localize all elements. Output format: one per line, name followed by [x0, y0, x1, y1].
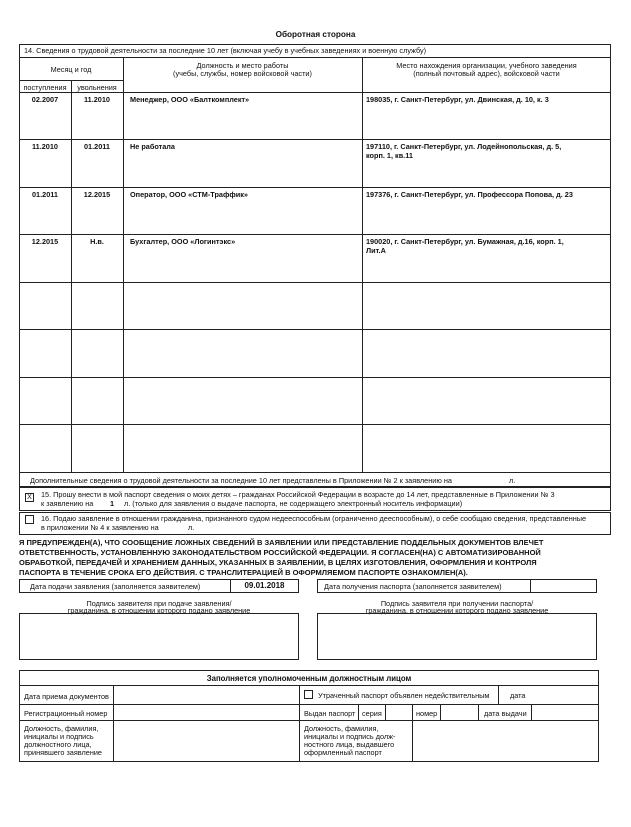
submit-date-value: 09.01.2018 [244, 581, 285, 590]
lost-passport-label: Утраченный паспорт объявлен недействительным [318, 691, 490, 700]
work-history-table [19, 44, 611, 487]
warning-line3: ОБРАБОТКОЙ, ПЕРЕДАЧЕЙ И ХРАНЕНИЕМ ДАННЫХ, УКАЗАННЫХ В ЗАЯВЛЕНИИ, В ЦЕЛЯХ ИЗГОТОВЛЕНИЯ, ОФОРМЛЕНИЯ И КОНТРОЛЯ [19, 558, 537, 567]
receive-date-label: Дата получения паспорта (заполняется заявителем) [324, 582, 502, 591]
submit-date-label: Дата подачи заявления (заполняется заявителем) [30, 582, 201, 591]
additional-info-suffix: л. [509, 476, 516, 485]
row2-address: 197110, г. Санкт-Петербург, ул. Лодейнопольская, д. 5, [366, 142, 562, 151]
issuing-official-line1: Должность, фамилия, [304, 724, 379, 733]
series-label: серия [362, 709, 382, 718]
warning-line2: ОТВЕТСТВЕННОСТЬ, УСТАНОВЛЕННУЮ ЗАКОНОДАТЕЛЬСТВОМ РОССИЙСКОЙ ФЕДЕРАЦИИ. Я СОГЛАСЕН(НА) С АВТОМАТИЗИРОВАННОЙ [19, 548, 541, 557]
children-count: 1 [110, 499, 115, 508]
issuing-official-line2: инициалы и подпись долж- [304, 732, 396, 741]
reg-number-label: Регистрационный номер [24, 709, 108, 718]
row3-end: 12.2015 [83, 190, 111, 199]
row3-position: Оператор, ООО «СТМ-Траффик» [130, 190, 248, 199]
children-checkbox[interactable]: X [25, 493, 34, 502]
row1-end: 11.2010 [84, 95, 110, 104]
children-text: 15. Прошу внести в мой паспорт сведения о моих детях – гражданах Российской Федерации в возрасте до 14 лет, представленные в Приложении № 3 [41, 490, 555, 499]
row3-address: 197376, г. Санкт-Петербург, ул. Профессора Попова, д. 23 [366, 190, 573, 199]
lost-date-label: дата [510, 691, 526, 700]
accepting-official-line2: инициалы и подпись [24, 732, 94, 741]
incapacity-suffix: л. [188, 523, 195, 532]
page-title: Оборотная сторона [275, 30, 356, 39]
issued-passport-label: Выдан паспорт [304, 709, 356, 718]
date-accepted-label: Дата приема документов [24, 692, 109, 701]
children-suffix: л. (только для заявления о выдаче паспорта, не содержащего электронный носитель информации) [124, 499, 463, 508]
row1-start: 02.2007 [31, 95, 59, 104]
row4-address-line2: Лит.А [366, 246, 386, 255]
accepting-official-line4: принявшего заявление [24, 748, 102, 757]
row4-end: Н.в. [90, 237, 104, 246]
row4-address: 190020, г. Санкт-Петербург, ул. Бумажная, д.16, корп. 1, [366, 237, 564, 246]
row2-start: 11.2010 [32, 142, 58, 151]
children-prefix: к заявлению на [41, 499, 94, 508]
accepting-official-line3: должностного лица, [24, 740, 92, 749]
submit-signature-line1: Подпись заявителя при подаче заявления/ [86, 599, 232, 608]
row1-address: 198035, г. Санкт-Петербург, ул. Двинская, д. 10, к. 3 [366, 95, 549, 104]
receive-signature-line2: гражданина, в отношении которого подано заявление [365, 606, 549, 615]
submit-signature-box[interactable] [19, 613, 299, 660]
col-month-year: Месяц и год [50, 65, 92, 74]
col-start: поступления [23, 83, 67, 92]
incapacity-checkbox[interactable] [25, 515, 34, 524]
receive-signature-line1: Подпись заявителя при получении паспорта/ [380, 599, 534, 608]
number-label: номер [416, 709, 438, 718]
submit-signature-line2: гражданина, в отношении которого подано заявление [67, 606, 251, 615]
incapacity-prefix: в приложении № 4 к заявлению на [41, 523, 159, 532]
row2-position: Не работала [130, 142, 175, 151]
col-address-line1: Место нахождения организации, учебного заведения [396, 61, 577, 70]
col-address-line2: (полный почтовый адрес), войсковой части [413, 69, 560, 78]
col-position-line1: Должность и место работы [196, 61, 289, 70]
warning-line4: ПАСПОРТА В ТЕЧЕНИЕ СРОКА ЕГО ДЕЙСТВИЯ. С ТРАНСЛИТЕРАЦИЕЙ В ОФОРМЛЯЕМОМ ПАСПОРТЕ ОЗНАКОМЛЕН(А). [19, 568, 468, 577]
col-end: увольнения [77, 83, 117, 92]
row2-address-line2: корп. 1, кв.11 [366, 151, 413, 160]
issuing-official-line4: оформленный паспорт [304, 748, 382, 757]
row1-position: Менеджер, ООО «Балткомплект» [130, 95, 250, 104]
issuing-official-line3: ностного лица, выдавшего [304, 740, 395, 749]
col-position-line2: (учебы, службы, номер войсковой части) [173, 69, 312, 78]
receive-signature-box[interactable] [317, 613, 597, 660]
row2-end: 01.2011 [84, 142, 110, 151]
incapacity-text: 16. Подаю заявление в отношении гражданина, признанного судом недееспособным (ограниченно дееспособным), о себе сообщаю сведения, представленные [41, 514, 587, 523]
accepting-official-line1: Должность, фамилия, [24, 724, 99, 733]
work-history-heading: 14. Сведения о трудовой деятельности за последние 10 лет (включая учебу в учебных заведениях и военную службу) [24, 46, 427, 55]
additional-info: Дополнительные сведения о трудовой деятельности за последние 10 лет представлены в Приложении № 2 к заявлению на [30, 476, 452, 485]
warning-line1: Я ПРЕДУПРЕЖДЕН(А), ЧТО СООБЩЕНИЕ ЛОЖНЫХ СВЕДЕНИЙ В ЗАЯВЛЕНИИ ИЛИ ПРЕДСТАВЛЕНИЕ ПОДДЕЛЬНЫХ ДОКУМЕНТОВ ВЛЕЧЕТ [19, 538, 544, 547]
row3-start: 01.2011 [32, 190, 58, 199]
issue-date-label: дата выдачи [484, 709, 527, 718]
row4-position: Бухгалтер, ООО «Логинтэкс» [130, 237, 236, 246]
official-heading: Заполняется уполномоченным должностным лицом [206, 674, 412, 683]
lost-passport-checkbox[interactable] [304, 690, 313, 699]
row4-start: 12.2015 [31, 237, 59, 246]
